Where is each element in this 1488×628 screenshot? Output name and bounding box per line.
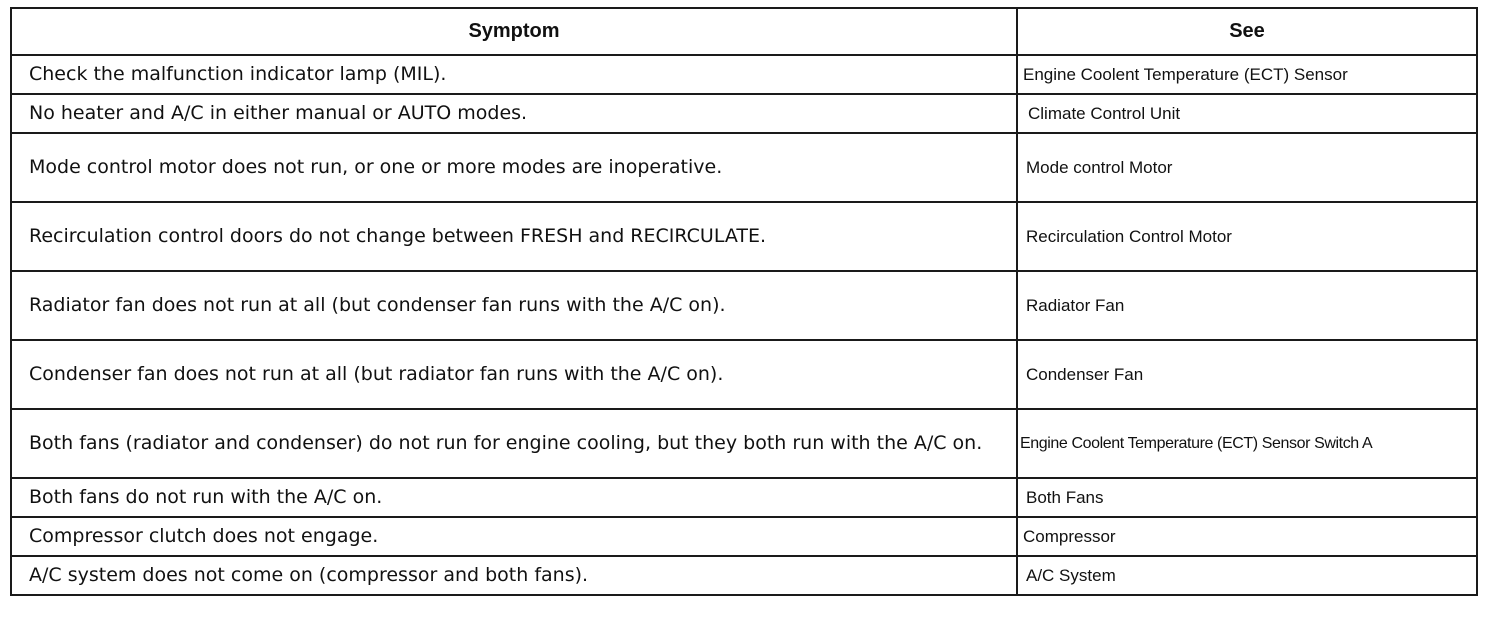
symptom-cell: Condenser fan does not run at all (but radiator fan runs with the A/C on). — [11, 340, 1017, 409]
symptom-column-header: Symptom — [11, 8, 1017, 55]
see-cell: Mode control Motor — [1017, 133, 1477, 202]
table-row — [11, 409, 1477, 478]
symptom-cell: Mode control motor does not run, or one or more modes are inoperative. — [11, 133, 1017, 202]
see-cell: Recirculation Control Motor — [1017, 202, 1477, 271]
symptom-table — [10, 7, 1478, 596]
see-cell: Engine Coolent Temperature (ECT) Sensor — [1017, 55, 1477, 94]
symptom-cell: Recirculation control doors do not change between FRESH and RECIRCULATE. — [11, 202, 1017, 271]
see-cell: Engine Coolent Temperature (ECT) Sensor Switch A — [1017, 409, 1477, 478]
see-column-header: See — [1017, 8, 1477, 55]
symptom-cell: Check the malfunction indicator lamp (MIL). — [11, 55, 1017, 94]
symptom-cell: A/C system does not come on (compressor and both fans). — [11, 556, 1017, 595]
symptom-cell: Both fans do not run with the A/C on. — [11, 478, 1017, 517]
symptom-cell: No heater and A/C in either manual or AUTO modes. — [11, 94, 1017, 133]
see-cell: Both Fans — [1017, 478, 1477, 517]
table-row — [11, 202, 1477, 271]
table-row — [11, 478, 1477, 517]
see-cell: Climate Control Unit — [1017, 94, 1477, 133]
symptom-cell: Compressor clutch does not engage. — [11, 517, 1017, 556]
table-row — [11, 94, 1477, 133]
see-cell: A/C System — [1017, 556, 1477, 595]
header-row — [11, 8, 1477, 55]
see-cell: Condenser Fan — [1017, 340, 1477, 409]
table-row — [11, 517, 1477, 556]
table-row — [11, 133, 1477, 202]
table-row — [11, 340, 1477, 409]
table-row — [11, 556, 1477, 595]
table-row — [11, 271, 1477, 340]
see-cell: Compressor — [1017, 517, 1477, 556]
table-row — [11, 55, 1477, 94]
symptom-cell: Radiator fan does not run at all (but condenser fan runs with the A/C on). — [11, 271, 1017, 340]
troubleshooting-table-container — [10, 7, 1476, 623]
see-cell: Radiator Fan — [1017, 271, 1477, 340]
symptom-cell: Both fans (radiator and condenser) do not run for engine cooling, but they both run with the A/C on. — [11, 409, 1017, 478]
